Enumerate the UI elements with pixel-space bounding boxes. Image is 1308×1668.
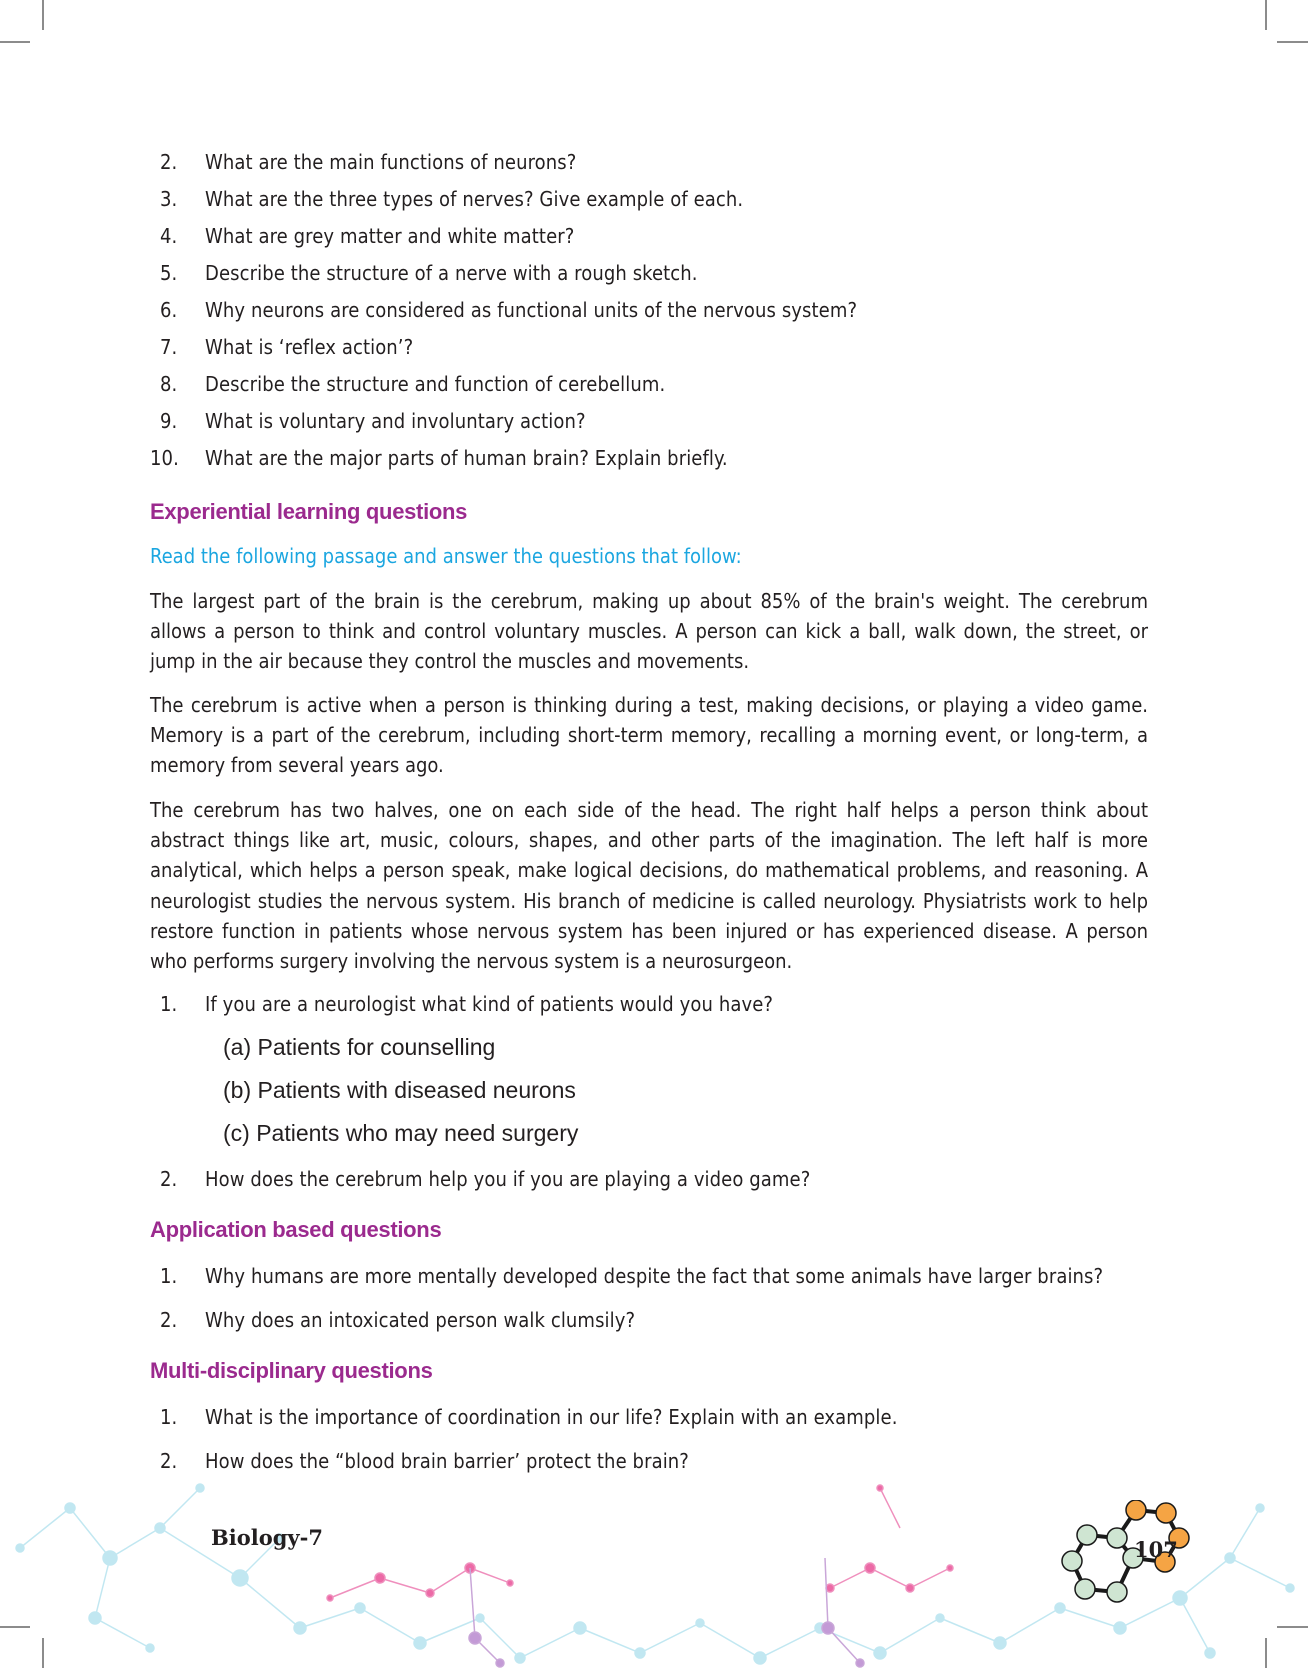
question-item: 4. What are grey matter and white matter? (160, 224, 575, 248)
answer-option-b: (b) Patients with diseased neurons (223, 1077, 576, 1103)
answer-option-a: (a) Patients for counselling (223, 1034, 496, 1060)
question-item: 8. Describe the structure and function of cerebellum. (160, 372, 666, 396)
passage-paragraph: The largest part of the brain is the cerebrum, making up about 85% of the brain's weight. The cerebrum allows a person to think and control voluntary muscles. A person can kick a ball, walk down, the street, or jump in the air because they control the muscles and movements. (150, 589, 1148, 674)
application-heading: Application based questions (150, 1217, 442, 1242)
page-number: 107 (1134, 1537, 1178, 1562)
crop-mark-top-left-v (42, 0, 44, 30)
experiential-heading: Experiential learning questions (150, 499, 468, 524)
question-item: 6. Why neurons are considered as functional units of the nervous system? (160, 298, 858, 322)
application-question: 1. Why humans are more mentally developed despite the fact that some animals have larger brains? (160, 1264, 1104, 1288)
crop-mark-top-right-h (1277, 41, 1308, 43)
multidisciplinary-question: 1. What is the importance of coordination in our life? Explain with an example. (160, 1405, 898, 1429)
experiential-question: 1. If you are a neurologist what kind of patients would you have? (160, 992, 774, 1016)
multidisciplinary-question: 2. How does the “blood brain barrier’ protect the brain? (160, 1449, 689, 1473)
question-item: 7. What is ‘reflex action’? (160, 335, 414, 359)
answer-option-c: (c) Patients who may need surgery (223, 1120, 579, 1146)
crop-mark-top-left-h (0, 41, 30, 43)
question-item: 10. What are the major parts of human brain? Explain briefly. (150, 446, 728, 470)
question-item: 5. Describe the structure of a nerve with a rough sketch. (160, 261, 698, 285)
multidisciplinary-heading: Multi-disciplinary questions (150, 1358, 433, 1383)
passage-paragraph: The cerebrum is active when a person is thinking during a test, making decisions, or playing a video game. Memory is a part of the cerebrum, including short-term memory, recalling a morning event, or long-term, a memory from several years ago. (150, 693, 1148, 778)
question-item: 9. What is voluntary and involuntary action? (160, 409, 586, 433)
experiential-question: 2. How does the cerebrum help you if you are playing a video game? (160, 1167, 811, 1191)
passage-instruction: Read the following passage and answer the questions that follow: (150, 544, 742, 568)
question-item: 3. What are the three types of nerves? Give example of each. (160, 187, 744, 211)
application-question: 2. Why does an intoxicated person walk clumsily? (160, 1308, 636, 1332)
question-item: 2. What are the main functions of neurons? (160, 150, 577, 174)
book-title: Biology-7 (211, 1525, 323, 1550)
crop-mark-top-right-v (1265, 0, 1267, 30)
passage-paragraph: The cerebrum has two halves, one on each side of the head. The right half helps a person think about abstract things like art, music, colours, shapes, and other parts of the imagination. The left half is more analytical, which helps a person speak, make logical decisions, do mathematical problems, and reasoning. A neurologist studies the nervous system. His branch of medicine is called neurology. Physiatrists work to help restore function in patients whose nervous system has been injured or has experienced disease. A person who performs surgery involving the nervous system is a neurosurgeon. (150, 798, 1148, 974)
